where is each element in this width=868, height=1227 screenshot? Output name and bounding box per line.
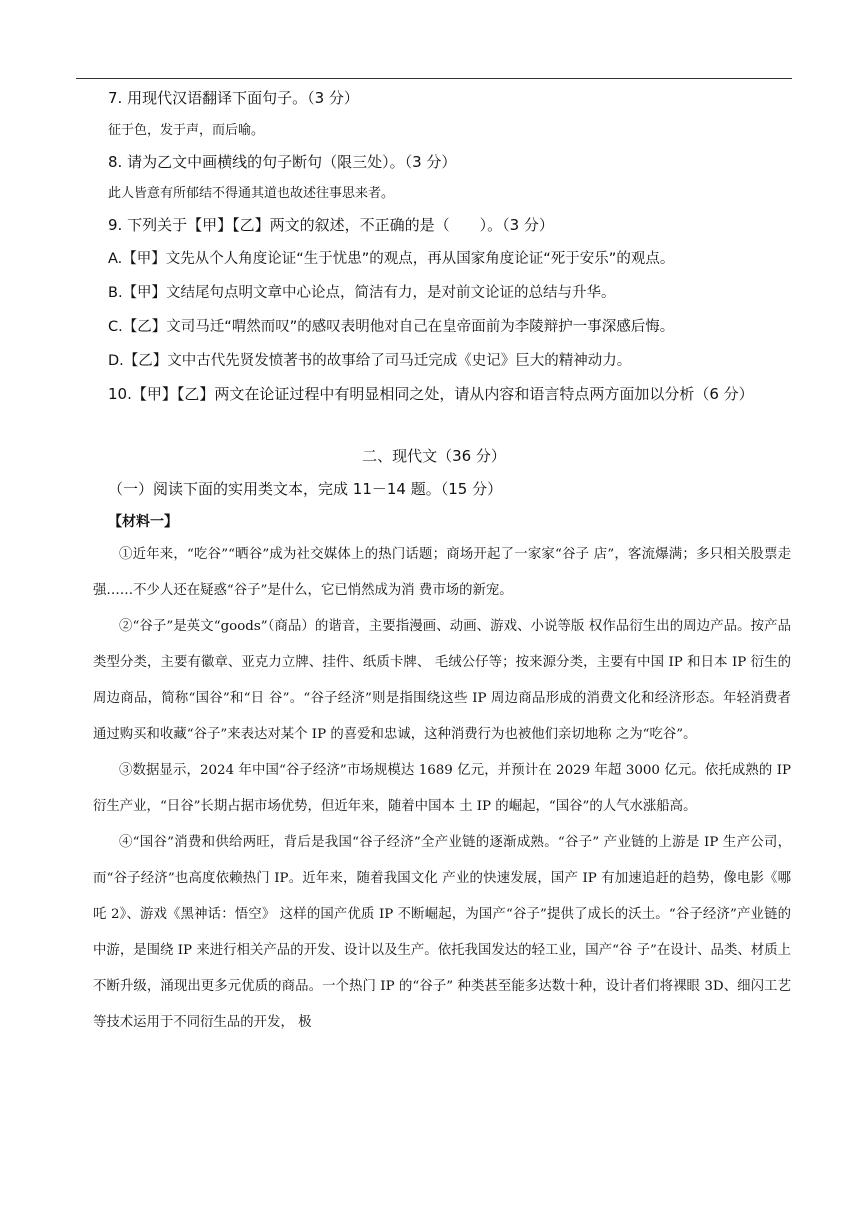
paragraph-1: ①近年来，“吃谷”“晒谷”成为社交媒体上的热门话题；商场开起了一家家“谷子 店”，客流爆满；多只相关股票走强……不少人还在疑惑“谷子”是什么，它已悄然成为消 费市场的新宠。 [93, 547, 791, 598]
question-9-option-c: C.【乙】文司马迁“喟然而叹”的感叹表明他对自己在皇帝面前为李陵辩护一事深感后悔。 [108, 319, 675, 335]
question-8-stem: 8. 请为乙文中画横线的句子断句（限三处）。（3 分） [108, 153, 457, 171]
exam-page [93, 88, 792, 1041]
header-rule [76, 78, 792, 79]
paragraph-2: ②“谷子”是英文“goods”（商品）的谐音，主要指漫画、动画、游戏、小说等版 权作品衍生出的周边产品。按产品类型分类，主要有徽章、亚克力立牌、挂件、纸质卡牌、 毛绒公仔等；按来源分类，主要有中国 IP 和日本 IP 衍生的周边商品，简称“国谷”和“日 谷”。“谷子经济”则是指围绕这些 IP 周边商品形成的消费文化和经济形态。年轻消费者 通过购买和收藏“谷子”来表达对某个 IP 的喜爱和忠诚，这种消费行为也被他们亲切地称 之为“吃谷”。 [93, 619, 791, 742]
paragraph-4: ④“国谷”消费和供给两旺，背后是我国“谷子经济”全产业链的逐渐成熟。“谷子” 产业链的上游是 IP 生产公司，而“谷子经济”也高度依赖热门 IP。近年来，随着我国文化 产业的快速发展，国产 IP 有加速追赶的趋势，像电影《哪吒 2》、游戏《黑神话：悟空》 这样的国产优质 IP 不断崛起，为国产“谷子”提供了成长的沃土。“谷子经济”产业链的 中游，是围绕 IP 来进行相关产品的开发、设计以及生产。依托我国发达的轻工业，国产“谷 子”在设计、品类、材质上不断升级，涌现出更多元优质的商品。一个热门 IP 的“谷子” 种类甚至能多达数十种，设计者们将裸眼 3D、细闪工艺等技术运用于不同衍生品的开发， 极 [93, 835, 791, 1030]
question-8-text: 此人皆意有所郁结不得通其道也故述往事思来者。 [108, 186, 395, 201]
paragraph-3: ③数据显示，2024 年中国“谷子经济”市场规模达 1689 亿元，并预计在 2029 年超 3000 亿元。依托成熟的 IP 衍生产业，“日谷”长期占据市场优势，但近年来，随着中国本 土 IP 的崛起，“国谷”的人气水涨船高。 [93, 763, 791, 814]
question-9-stem: 9. 下列关于【甲】【乙】两文的叙述，不正确的是（ ）。（3 分） [108, 216, 554, 234]
question-7-stem: 7. 用现代汉语翻译下面句子。（3 分） [108, 89, 359, 107]
section-subtitle: （一）阅读下面的实用类文本，完成 11－14 题。（15 分） [108, 480, 503, 498]
section-title: 二、现代文（36 分） [362, 447, 506, 465]
question-9-option-a: A.【甲】文先从个人角度论证“生于忧患”的观点，再从国家角度论证“死于安乐”的观点。 [108, 251, 675, 267]
question-9-option-d: D.【乙】文中古代先贤发愤著书的故事给了司马迁完成《史记》巨大的精神动力。 [108, 353, 632, 369]
material-label: 【材料一】 [108, 514, 178, 530]
question-9-option-b: B.【甲】文结尾句点明文章中心论点，简洁有力，是对前文论证的总结与升华。 [108, 285, 616, 301]
question-7-text: 征于色，发于声，而后喻。 [108, 123, 265, 138]
question-10-stem: 10.【甲】【乙】两文在论证过程中有明显相同之处，请从内容和语言特点两方面加以分析（6 分） [108, 385, 754, 403]
